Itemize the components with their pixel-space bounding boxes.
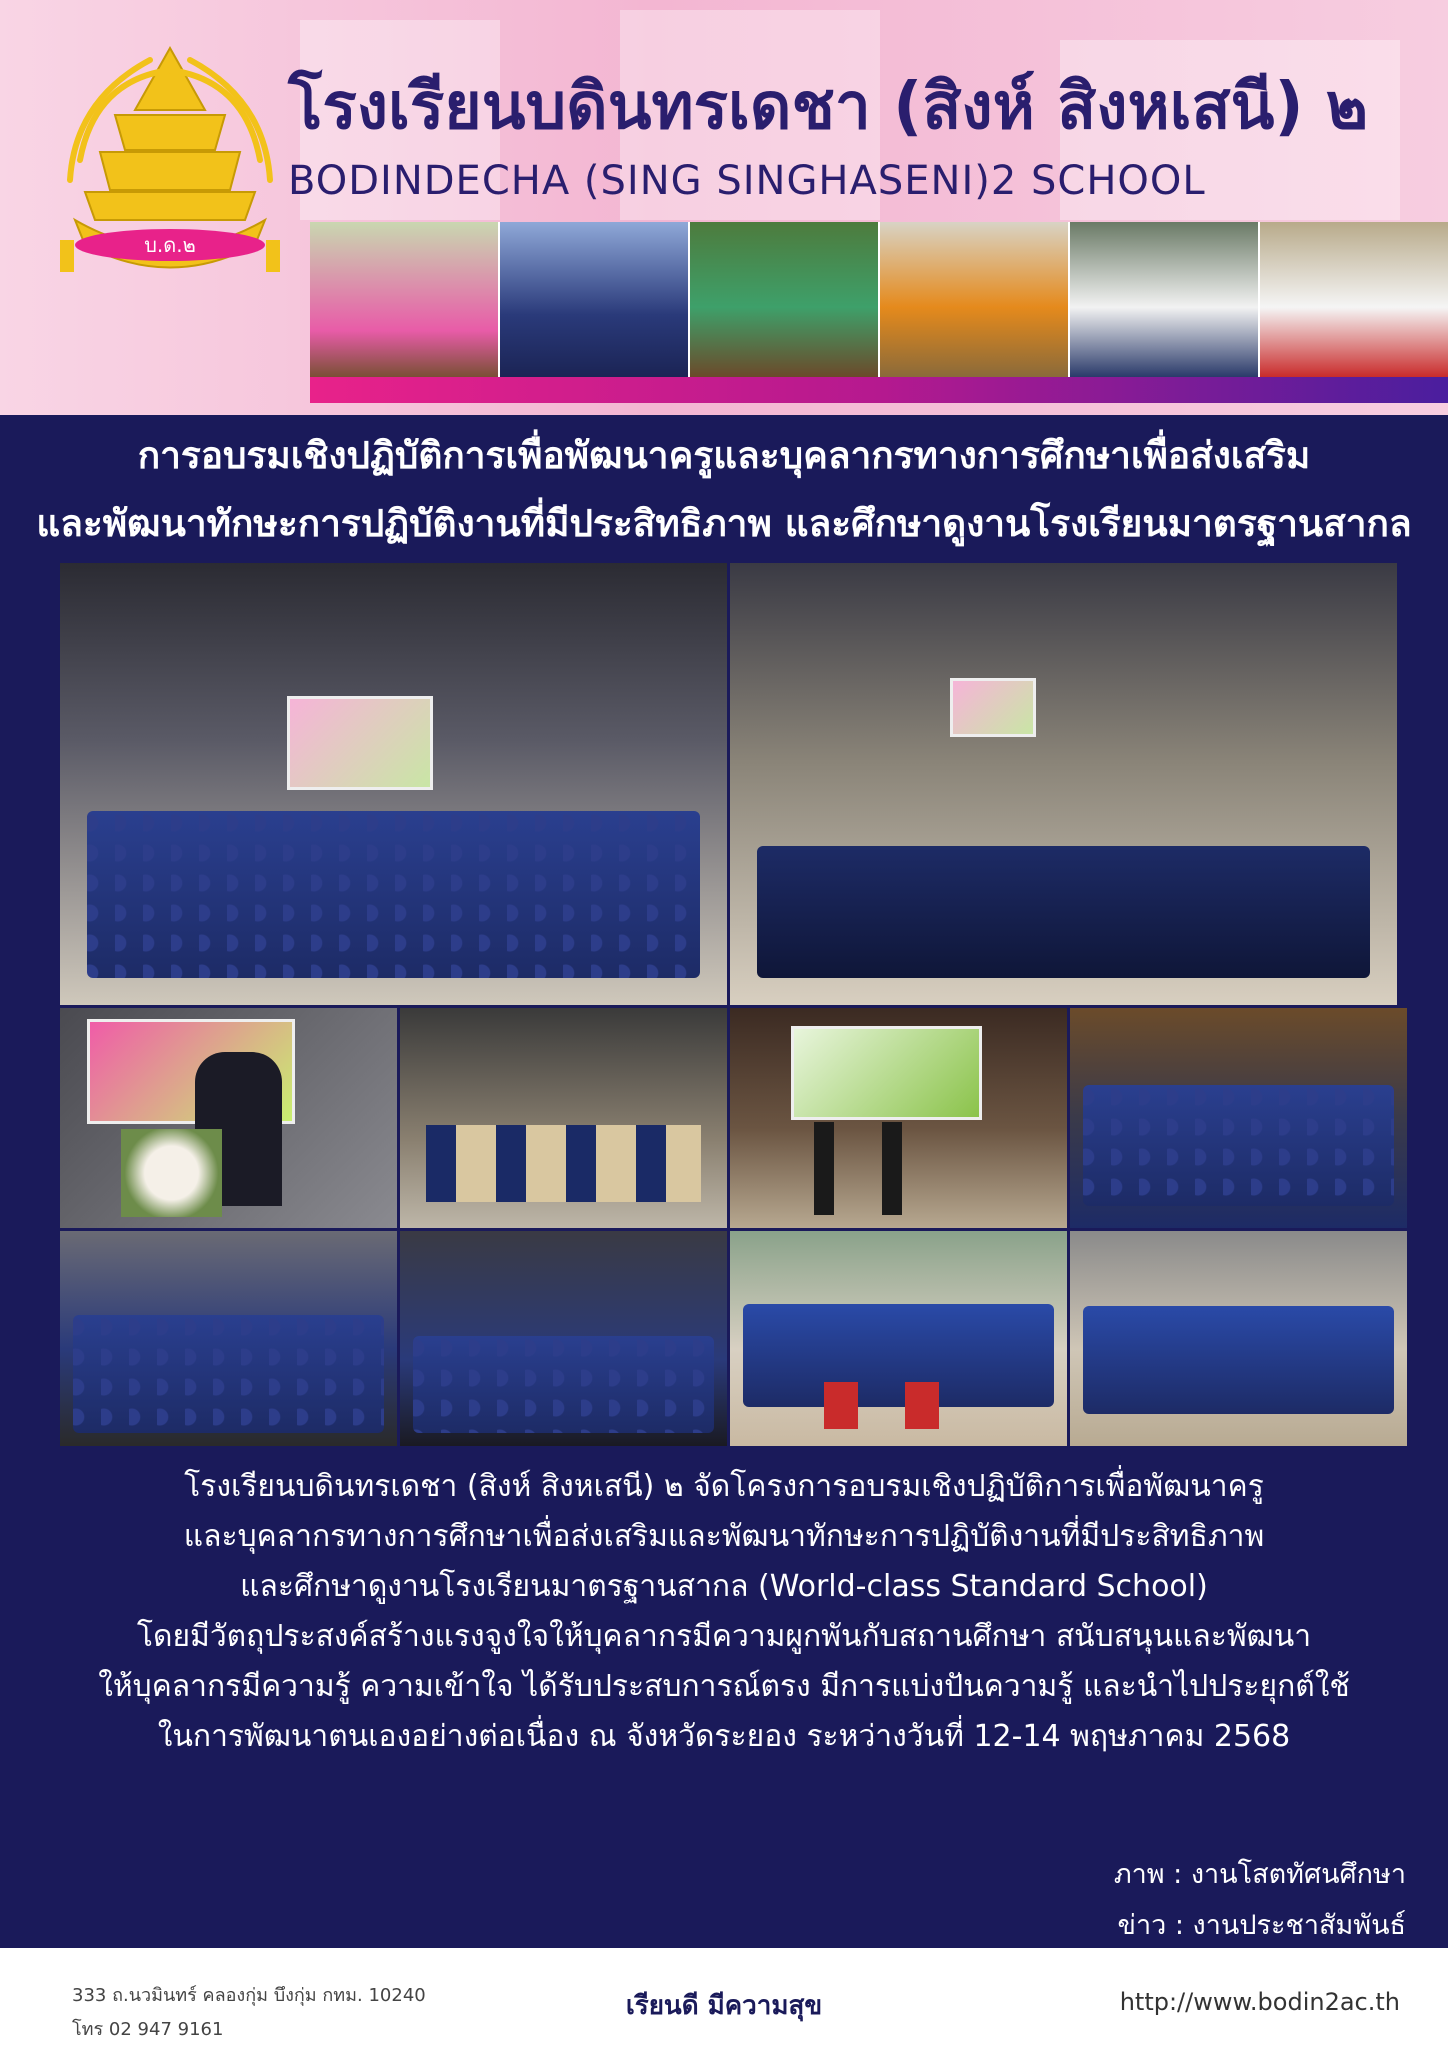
photo-speaker-podium <box>60 1008 397 1228</box>
body-line: โดยมีวัตถุประสงค์สร้างแรงจูงใจให้บุคลากรมีความผูกพันกับสถานศึกษา สนับสนุนและพัฒนา <box>136 1619 1312 1654</box>
school-name-english: BODINDECHA (SING SINGHASENI)2 SCHOOL <box>288 158 1206 204</box>
phone-line: โทร 02 947 9161 <box>72 2019 224 2040</box>
strip-photo <box>500 222 690 377</box>
logo-text: บ.ด.๒ <box>144 233 196 257</box>
photo-presenters-stage <box>730 1008 1067 1228</box>
photo-beach-game <box>1070 1231 1407 1446</box>
page-header <box>0 0 1448 415</box>
photo-audience-gesture <box>400 1231 727 1446</box>
address-line: 333 ถ.นวมินทร์ คลองกุ่ม บึงกุ่ม กทม. 10240 <box>72 1985 426 2006</box>
photo-credit: ภาพ : งานโสตทัศนศึกษา <box>1113 1859 1406 1890</box>
body-line: และบุคลากรทางการศึกษาเพื่อส่งเสริมและพัฒนาทักษะการปฏิบัติงานที่มีประสิทธิภาพ <box>183 1519 1265 1554</box>
photo-hall-audience <box>730 563 1397 1005</box>
strip-photo <box>310 222 500 377</box>
body-line: ให้บุคลากรมีความรู้ ความเข้าใจ ได้รับประสบการณ์ตรง มีการแบ่งปันความรู้ และนำไปประยุกต์ใช้ <box>98 1669 1350 1704</box>
strip-photo <box>1260 222 1448 377</box>
strip-photo <box>880 222 1070 377</box>
header-accent-bar <box>310 377 1448 403</box>
strip-photo <box>690 222 880 377</box>
photo-group-portrait <box>60 563 727 1005</box>
body-line: ในการพัฒนาตนเองอย่างต่อเนื่อง ณ จังหวัดระยอง ระหว่างวันที่ 12-14 พฤษภาคม 2568 <box>157 1719 1291 1754</box>
photo-sack-race <box>730 1231 1067 1446</box>
photo-group-activity <box>1070 1008 1407 1228</box>
photo-seated-gesture <box>60 1231 397 1446</box>
school-name-thai: โรงเรียนบดินทรเดชา (สิงห์ สิงหเสนี) ๒ <box>288 70 1369 144</box>
article-title <box>0 422 1448 558</box>
school-motto: เรียนดี มีความสุข <box>625 1991 823 2021</box>
body-line: และศึกษาดูงานโรงเรียนมาตรฐานสากล (World-class Standard School) <box>240 1569 1208 1604</box>
strip-photo <box>1070 222 1260 377</box>
website-link[interactable]: http://www.bodin2ac.th <box>1119 1988 1400 2016</box>
news-credit: ข่าว : งานประชาสัมพันธ์ <box>1117 1910 1406 1941</box>
school-crest-icon <box>55 40 285 280</box>
article-body <box>0 1462 1448 1762</box>
header-photo-strip <box>310 222 1448 377</box>
body-line: โรงเรียนบดินทรเดชา (สิงห์ สิงหเสนี) ๒ จัดโครงการอบรมเชิงปฏิบัติการเพื่อพัฒนาครู <box>184 1469 1264 1504</box>
photo-panel-seated <box>400 1008 727 1228</box>
title-line: และพัฒนาทักษะการปฏิบัติงานที่มีประสิทธิภาพ และศึกษาดูงานโรงเรียนมาตรฐานสากล <box>36 502 1412 545</box>
title-line: การอบรมเชิงปฏิบัติการเพื่อพัฒนาครูและบุคลากรทางการศึกษาเพื่อส่งเสริม <box>137 434 1311 477</box>
